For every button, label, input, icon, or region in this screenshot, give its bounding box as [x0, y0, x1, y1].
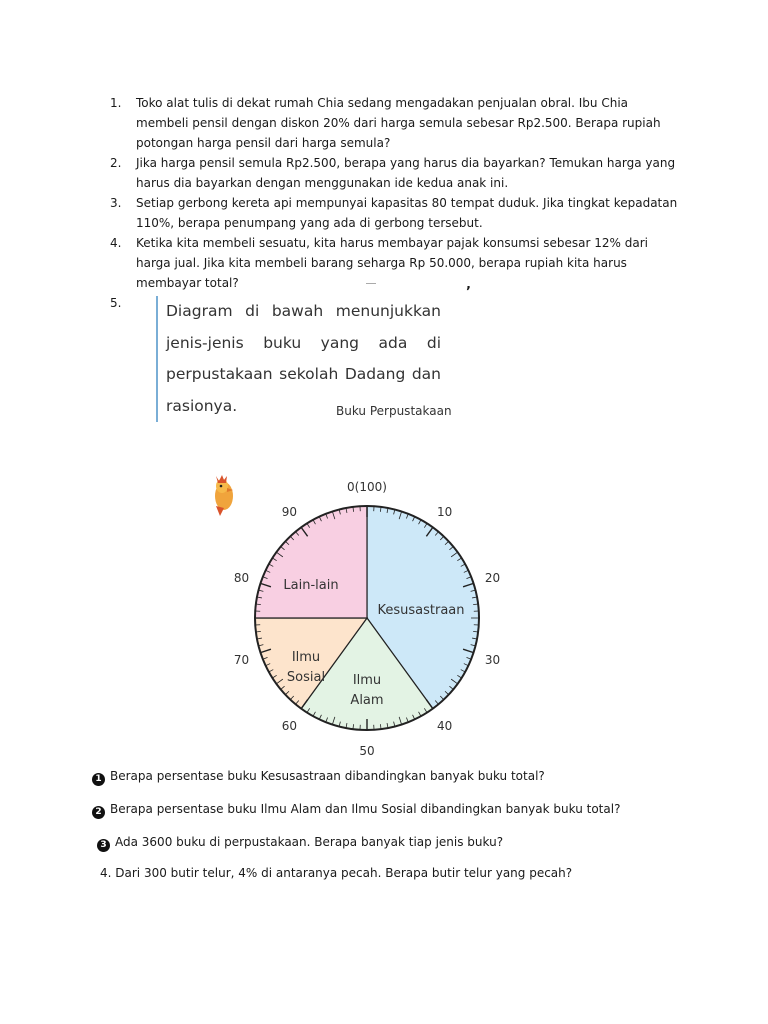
- chart-title: Buku Perpustakaan: [336, 404, 452, 418]
- pie-chart: [215, 470, 515, 765]
- sub-question-text: Berapa persentase buku Ilmu Alam dan Ilmu Sosial dibandingkan banyak buku total?: [110, 802, 621, 816]
- question-number: 4.: [110, 236, 122, 250]
- question-list: [110, 93, 680, 310]
- sub-question: [97, 834, 503, 852]
- numbered-bullet-icon: 1: [92, 773, 105, 786]
- scale-tick-label: 80: [233, 571, 250, 586]
- question-item: [110, 193, 680, 233]
- sub-question-text: Ada 3600 buku di perpustakaan. Berapa banyak tiap jenis buku?: [115, 835, 504, 849]
- question-number: 1.: [110, 96, 122, 110]
- figure-intro-text: Diagram di bawah menunjukkan jenis-jenis buku yang ada di perpustakaan sekolah Dadang dan rasionya.: [156, 296, 441, 422]
- sub-question: [92, 801, 620, 819]
- slice-label: Kesusastraan: [377, 603, 465, 618]
- slice-label: Ilmu: [291, 650, 321, 665]
- scale-tick-label: 60: [281, 718, 298, 733]
- scale-tick-label: 0(100): [347, 480, 387, 494]
- slice-label: Sosial: [286, 670, 326, 685]
- question-text: Setiap gerbong kereta api mempunyai kapasitas 80 tempat duduk. Jika tingkat kepadatan 110%, berapa penumpang yang ada di gerbong tersebut.: [136, 196, 678, 230]
- numbered-bullet-icon: 3: [97, 839, 110, 852]
- scale-tick-label: 30: [484, 652, 501, 667]
- slice-label: Alam: [350, 693, 384, 708]
- stray-mark: ’: [466, 285, 471, 300]
- scale-tick-label: 50: [359, 744, 375, 758]
- question-item: [110, 153, 680, 193]
- slice-label: Lain-lain: [283, 578, 339, 593]
- question-text: Jika harga pensil semula Rp2.500, berapa yang harus dia bayarkan? Temukan harga yang harus dia bayarkan dengan menggunakan ide kedua anak ini.: [136, 156, 676, 190]
- question-number: 2.: [110, 156, 122, 170]
- sub-question: [92, 768, 545, 786]
- numbered-bullet-icon: 2: [92, 806, 105, 819]
- scale-tick-label: 20: [484, 571, 501, 586]
- question-text: Toko alat tulis di dekat rumah Chia sedang mengadakan penjualan obral. Ibu Chia membeli pensil dengan diskon 20% dari harga semula sebesar Rp2.500. Berapa rupiah potongan harga pensil dari harga semula?: [136, 96, 661, 150]
- question-item: [110, 233, 680, 293]
- chick-mascot-icon: [214, 472, 236, 518]
- pie-slice: [255, 506, 367, 618]
- question-number: 3.: [110, 196, 122, 210]
- sub-question-text: Berapa persentase buku Kesusastraan dibandingkan banyak buku total?: [110, 769, 545, 783]
- question-number: 5.: [110, 296, 122, 310]
- scale-tick-label: 70: [233, 652, 250, 667]
- question-text: Ketika kita membeli sesuatu, kita harus membayar pajak konsumsi sebesar 12% dari harga jual. Jika kita membeli barang seharga Rp 50.000, berapa rupiah kita harus membayar total?: [136, 236, 648, 290]
- scale-tick-label: 40: [436, 718, 453, 733]
- question-item: [110, 93, 680, 153]
- stray-mark-dash: [366, 283, 376, 284]
- scale-tick-label: 90: [281, 505, 298, 520]
- question-text: 4. Dari 300 butir telur, 4% di antaranya pecah. Berapa butir telur yang pecah?: [100, 866, 573, 880]
- slice-label: Ilmu: [352, 673, 382, 688]
- scale-tick-label: 10: [436, 505, 453, 520]
